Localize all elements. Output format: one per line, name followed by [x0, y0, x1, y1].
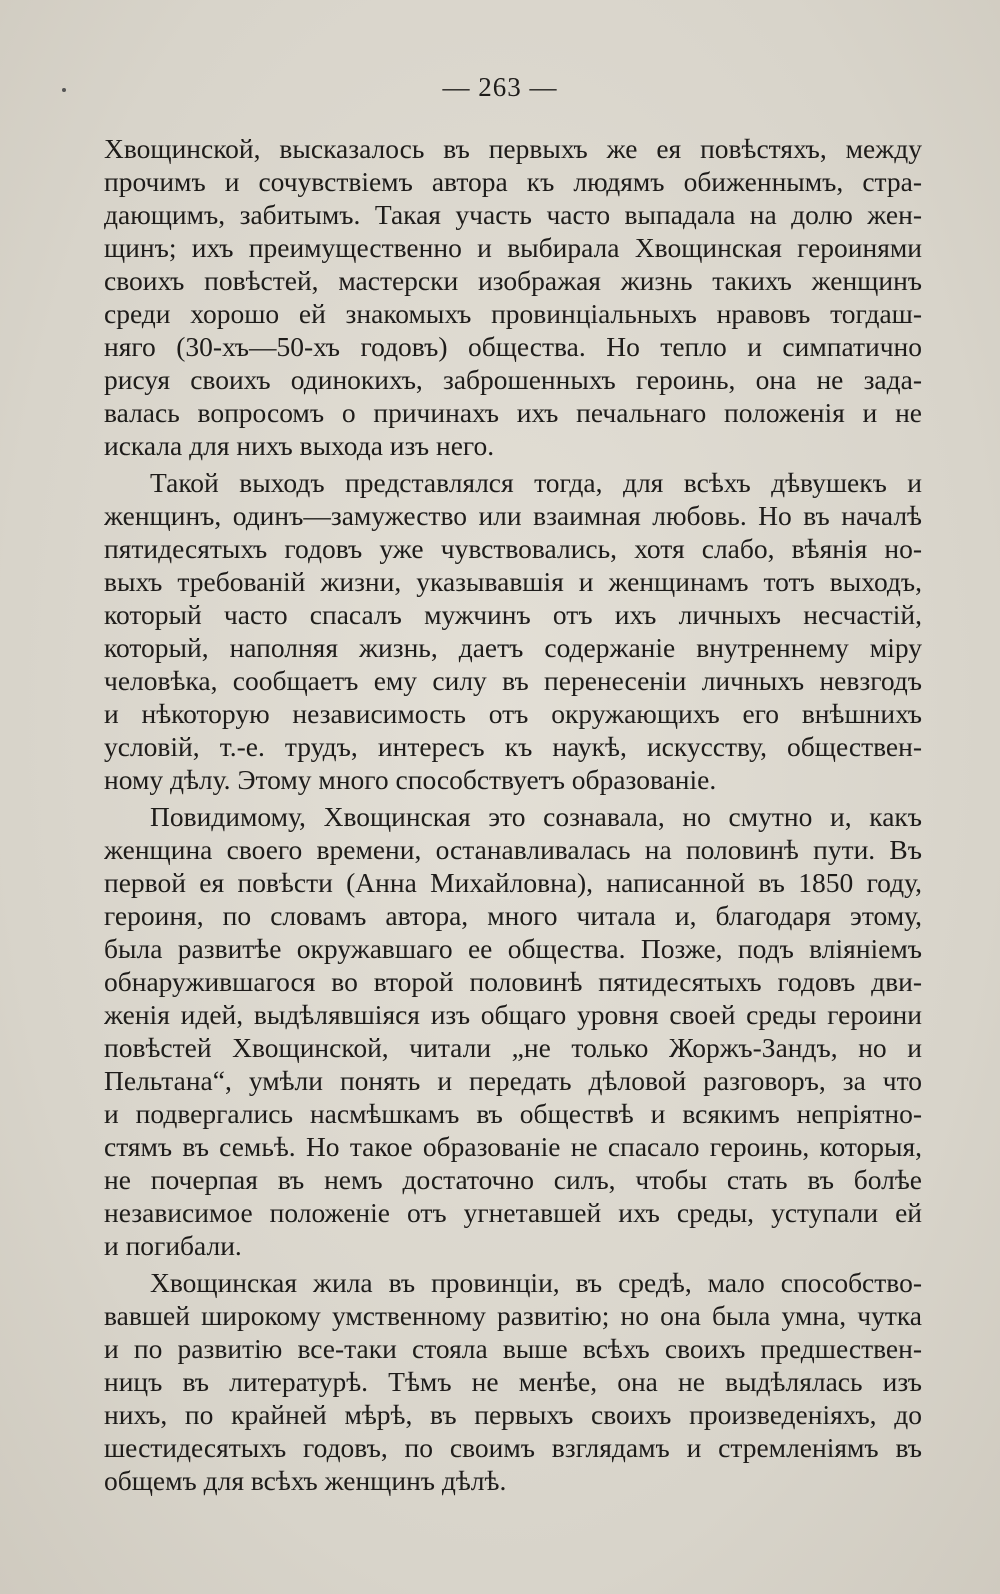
text-line: няго (30-хъ—50-хъ годовъ) общества. Но тепло и симпатично — [104, 331, 922, 362]
page-number: — 263 — — [442, 72, 558, 102]
text-line: героиня, по словамъ автора, много читала и, благодаря этому, — [104, 900, 922, 931]
text-line: рисуя своихъ одинокихъ, заброшенныхъ героинь, она не зада- — [104, 364, 922, 395]
text-line: первой ея повѣсти (Анна Михайловна), написанной въ 1850 году, — [104, 867, 922, 898]
paragraph — [104, 466, 922, 796]
text-line: женія идей, выдѣлявшіяся изъ общаго уровня своей среды героини — [104, 999, 922, 1030]
body-text — [104, 132, 922, 1501]
text-line: щинъ; ихъ преимущественно и выбирала Хвощинская героинями — [104, 232, 922, 263]
text-line: и погибали. — [104, 1230, 242, 1261]
text-line: прочимъ и сочувствіемъ автора къ людямъ обиженнымъ, стра- — [104, 166, 922, 197]
text-line: и по развитію все-таки стояла выше всѣхъ своихъ предшествен- — [104, 1333, 922, 1364]
text-line: человѣка, сообщаетъ ему силу въ перенесеніи личныхъ невзгодъ — [104, 665, 922, 696]
text-line: стямъ въ семьѣ. Но такое образованіе не спасало героинь, которыя, — [104, 1131, 922, 1162]
text-line: ницъ въ литературѣ. Тѣмъ не менѣе, она не выдѣлялась изъ — [104, 1366, 922, 1397]
paragraph — [104, 1266, 922, 1497]
text-line: Хвощинской, высказалось въ первыхъ же ея повѣстяхъ, между — [104, 133, 922, 164]
text-line: вавшей широкому умственному развитію; но она была умна, чутка — [104, 1300, 922, 1331]
text-line: ному дѣлу. Этому много способствуетъ образованіе. — [104, 764, 717, 795]
paragraph — [104, 800, 922, 1262]
text-line: не почерпая въ немъ достаточно силъ, чтобы стать въ болѣе — [104, 1164, 922, 1195]
text-line: повѣстей Хвощинской, читали „не только Жоржъ-Зандъ, но и — [104, 1032, 922, 1063]
text-line: шестидесятыхъ годовъ, по своимъ взглядамъ и стремленіямъ въ — [104, 1432, 922, 1463]
text-line: Хвощинская жила въ провинціи, въ средѣ, мало способство- — [150, 1267, 922, 1298]
text-line: условій, т.-е. трудъ, интересъ къ наукѣ, искусству, обществен- — [104, 731, 922, 762]
text-line: своихъ повѣстей, мастерски изображая жизнь такихъ женщинъ — [104, 265, 922, 296]
text-line: который, наполняя жизнь, даетъ содержаніе внутреннему міру — [104, 632, 922, 663]
text-line: Такой выходъ представлялся тогда, для всѣхъ дѣвушекъ и — [150, 467, 922, 498]
text-line: женщина своего времени, останавливалась на половинѣ пути. Въ — [104, 834, 922, 865]
text-line: нихъ, по крайней мѣрѣ, въ первыхъ своихъ произведеніяхъ, до — [104, 1399, 922, 1430]
text-line: Пельтана“, умѣли понять и передать дѣловой разговоръ, за что — [104, 1065, 922, 1096]
text-line: Повидимому, Хвощинская это сознавала, но смутно и, какъ — [150, 801, 922, 832]
text-line: искала для нихъ выхода изъ него. — [104, 430, 495, 461]
text-line: и подвергались насмѣшкамъ въ обществѣ и всякимъ непріятно- — [104, 1098, 922, 1129]
text-line: женщинъ, одинъ—замужество или взаимная любовь. Но въ началѣ — [104, 500, 922, 531]
text-line: обнаружившагося во второй половинѣ пятидесятыхъ годовъ дви- — [104, 966, 922, 997]
paragraph — [104, 132, 922, 462]
text-line: выхъ требованій жизни, указывавшія и женщинамъ тотъ выходъ, — [104, 566, 922, 597]
text-line: среди хорошо ей знакомыхъ провинціальныхъ нравовъ тогдаш- — [104, 298, 922, 329]
text-line: дающимъ, забитымъ. Такая участь часто выпадала на долю жен- — [104, 199, 922, 230]
text-line: пятидесятыхъ годовъ уже чувствовались, хотя слабо, вѣянія но- — [104, 533, 922, 564]
text-line: и нѣкоторую независимость отъ окружающихъ его внѣшнихъ — [104, 698, 922, 729]
text-line: который часто спасалъ мужчинъ отъ ихъ личныхъ несчастій, — [104, 599, 922, 630]
text-line: была развитѣе окружавшаго ее общества. Позже, подъ вліяніемъ — [104, 933, 922, 964]
text-line: валась вопросомъ о причинахъ ихъ печальнаго положенія и не — [104, 397, 922, 428]
text-line: независимое положеніе отъ угнетавшей ихъ среды, уступали ей — [104, 1197, 922, 1228]
text-line: общемъ для всѣхъ женщинъ дѣлѣ. — [104, 1465, 507, 1496]
